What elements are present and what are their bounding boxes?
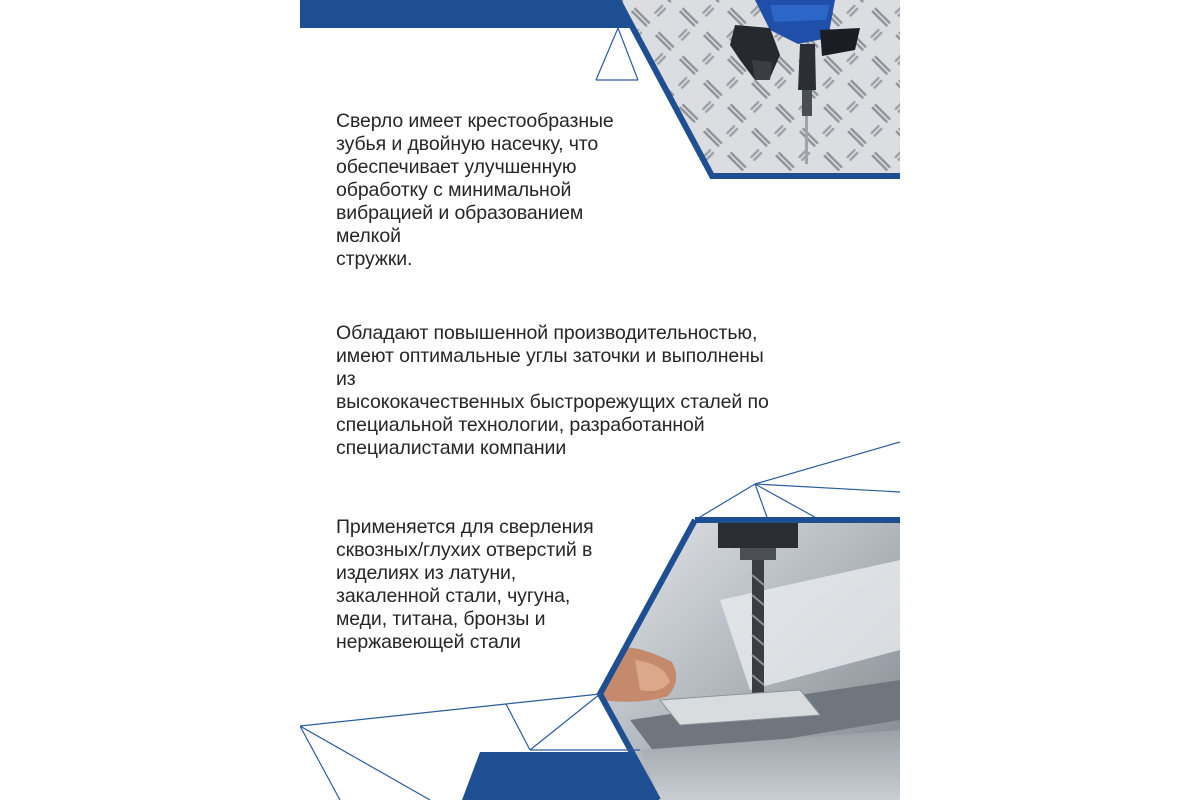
bottom-photo <box>600 520 900 800</box>
top-blue-bar <box>300 0 630 28</box>
product-page <box>300 0 900 800</box>
bottom-blue-shape <box>462 752 658 800</box>
feature-text-application: Применяется для сверления сквозных/глухих отверстий в изделиях из латуни, закаленной стали, чугуна, меди, титана, бронзы и нержавеющей стали <box>336 516 594 653</box>
feature-text-performance: Обладают повышенной производительностью, имеют оптимальные углы заточки и выполнены из высококачественных быстрорежущих сталей по специальной технологии, разработанной специалистами компании <box>336 322 769 459</box>
top-photo <box>600 0 900 180</box>
feature-text-teeth: Сверло имеет крестообразные зубья и двойную насечку, что обеспечивает улучшенную обработку с минимальной вибрацией и образованием мелкой стружки. <box>336 110 614 270</box>
top-line-ornament <box>596 28 638 80</box>
